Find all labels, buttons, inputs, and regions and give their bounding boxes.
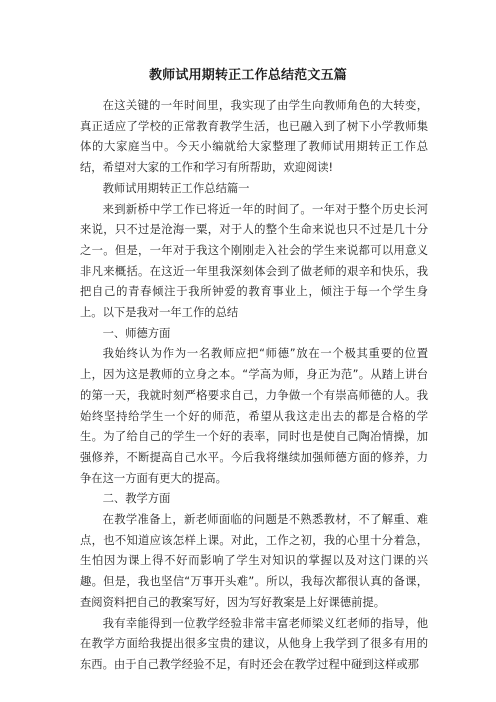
paragraph: 我始终认为作为一名教师应把“师德”放在一个极其重要的位置上，因为这是教师的立身之本。“学高为师，身正为范”。从踏上讲台的第一天，我就时刻严格要求自己，力争做一个有崇高师德的人。我始终坚持给学生一个好的师范，希望从我这走出去的都是合格的学生。为了给自己的学生一个好的表率，同时也是使自己陶冶情操，加强修养，不断提高自己水平。今后我将继续加强师德方面的修养，力争在这一方面有更大的提高。 <box>80 347 428 485</box>
paragraph: 我有幸能得到一位教学经验非常丰富老师梁义红老师的指导，他在教学方面给我提出很多宝贵的建议，从他身上我学到了很多有用的东西。由于自己教学经验不足，有时还会在教学过程中碰到这样或那 <box>80 616 428 671</box>
section-heading: 二、教学方面 <box>102 492 171 506</box>
paragraph: 来到新桥中学工作已将近一年的时间了。一年对于整个历史长河来说，只不过是沧海一粟，对于人的整个生命来说也只不过是几十分之一。但是，一年对于我这个刚刚走入社会的学生来说都可以用意义非凡来概括。在这近一年里我深刻体会到了做老师的艰辛和快乐，我把自己的青春倾注于我所钟爱的教育事业上，倾注于每一个学生身上。以下是我对一年工作的总结 <box>80 202 428 320</box>
document-body <box>80 96 428 676</box>
section-heading: 一、师德方面 <box>102 326 171 340</box>
paragraph-intro: 在这关键的一年时间里，我实现了由学生向教师角色的大转变，真正适应了学校的正常教育教学生活，也已融入到了树下小学教师集体的大家庭当中。今天小编就给大家整理了教师试用期转正工作总结，希望对大家的工作和学习有所帮助，欢迎阅读! <box>80 99 428 175</box>
section-heading: 教师试用期转正工作总结篇一 <box>102 181 250 195</box>
document-title: 教师试用期转正工作总结范文五篇 <box>148 68 347 83</box>
paragraph: 在教学准备上，新老师面临的问题是不熟悉教材，不了解重、难点，也不知道应该怎样上课。对此，工作之初，我的心里十分着急，生怕因为课上得不好而影响了学生对知识的掌握以及对这门课的兴趣。但是，我也坚信“万事开头难”。所以，我每次都很认真的备课，查阅资料把自己的教案写好，因为写好教案是上好课德前提。 <box>80 513 428 609</box>
